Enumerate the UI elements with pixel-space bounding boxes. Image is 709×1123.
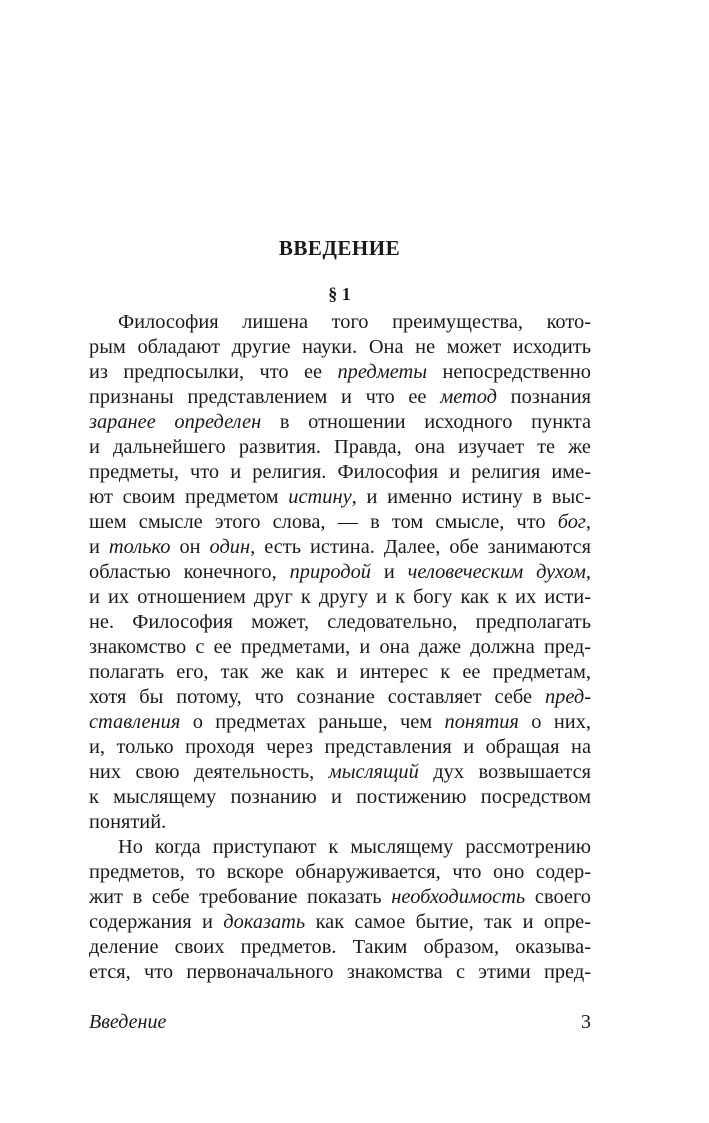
text-line [89,360,591,385]
text-segment: о них, [518,711,591,733]
emphasis-text: природой [289,561,371,583]
text-line [89,635,591,660]
text-segment: своего [525,886,591,908]
text-segment: и, только проходя через представления и обращая на [89,736,591,758]
text-segment: деление своих предметов. Таким образом, оказыва- [89,936,591,958]
chapter-title: ВВЕДЕНИЕ [278,236,401,260]
text-segment: о предметах раньше, чем [180,711,445,733]
emphasis-text: доказать [223,911,306,933]
text-segment: непосредственно [427,361,591,383]
text-line [89,935,591,960]
text-line [89,560,591,585]
text-segment: хотя бы потому, что сознание составляет себе [89,686,545,708]
text-line [89,410,591,435]
emphasis-text: понятия [444,711,519,733]
text-segment: , есть истина. Далее, обе занимаются [250,536,591,558]
text-line [89,510,591,535]
section-number: § 1 [328,284,351,304]
emphasis-text: истину [288,486,352,508]
text-segment: и их отношением друг к другу и к богу как к их исти- [89,586,591,608]
text-segment: полагать его, так же как и интерес к ее предметам, [89,661,591,683]
emphasis-text: ставления [89,711,181,733]
emphasis-text: только [108,536,171,558]
text-segment: понятий. [89,811,167,833]
text-segment: признаны представлением и что ее [89,386,441,408]
text-segment: предметы, что и религия. Философия и религия име- [89,461,591,483]
text-line [89,910,591,935]
text-segment: жит в себе требование показать [89,886,392,908]
text-segment: как самое бытие, так и опре- [305,911,591,933]
text-line [89,885,591,910]
text-segment: , [585,511,591,533]
text-line [89,460,591,485]
text-line [89,735,591,760]
text-segment: познания [496,386,591,408]
text-segment: предметов, то вскоре обнаруживается, что оно содер- [89,861,591,883]
text-segment: ется, что первоначального знакомства с этими пред- [89,961,591,983]
text-line [89,760,591,785]
text-segment: рым обладают другие науки. Она не может исходить [89,336,591,358]
body-text [89,310,591,985]
text-line [89,335,591,360]
text-line [89,785,591,810]
page-number: 3 [581,1011,591,1033]
text-line [89,660,591,685]
text-segment: них свою деятельность, [89,761,329,783]
emphasis-text: заранее определен [89,411,262,433]
text-segment: дух возвышается [418,761,592,783]
text-line [89,385,591,410]
emphasis-text: предметы [337,361,428,383]
text-segment: ют своим предметом [89,486,289,508]
text-segment: и [89,536,109,558]
text-line [89,435,591,460]
text-line [89,835,591,860]
text-segment: к мыслящему познанию и постижению посредством [89,786,591,808]
text-segment: содержания и [89,911,224,933]
paragraph [89,310,591,835]
text-line [89,610,591,635]
text-segment: областью конечного, [89,561,290,583]
text-line [89,485,591,510]
text-segment: в отношении исходного пункта [261,411,592,433]
text-line [89,960,591,985]
text-segment: , [585,561,592,583]
emphasis-text: человеческим духом [407,561,586,583]
text-segment: шем смысле этого слова, — в том смысле, что [89,511,558,533]
emphasis-text: метод [440,386,497,408]
emphasis-text: один [209,536,251,558]
text-segment: из предпосылки, что ее [89,361,338,383]
text-segment: Философия лишена того преимущества, кото- [118,311,591,333]
running-title: Введение [89,1011,167,1033]
emphasis-text: пред- [544,686,591,708]
text-segment: Но когда приступают к мыслящему рассмотрению [118,836,591,858]
text-segment: не. Философия может, следовательно, предполагать [89,611,591,633]
text-line [89,585,591,610]
text-line [89,310,591,335]
emphasis-text: бог [557,511,586,533]
emphasis-text: необходимость [391,886,526,908]
text-line [89,710,591,735]
text-segment: и дальнейшего развития. Правда, она изучает те же [89,436,591,458]
text-line [89,685,591,710]
text-segment: и [371,561,408,583]
text-line [89,860,591,885]
text-segment: он [170,536,210,558]
text-line [89,810,591,835]
text-line [89,535,591,560]
text-segment: знакомство с ее предметами, и она даже должна пред- [89,636,591,658]
paragraph [89,835,591,985]
emphasis-text: мыслящий [328,761,419,783]
page-footer [89,1011,591,1034]
text-segment: , и именно истину в выс- [351,486,591,508]
